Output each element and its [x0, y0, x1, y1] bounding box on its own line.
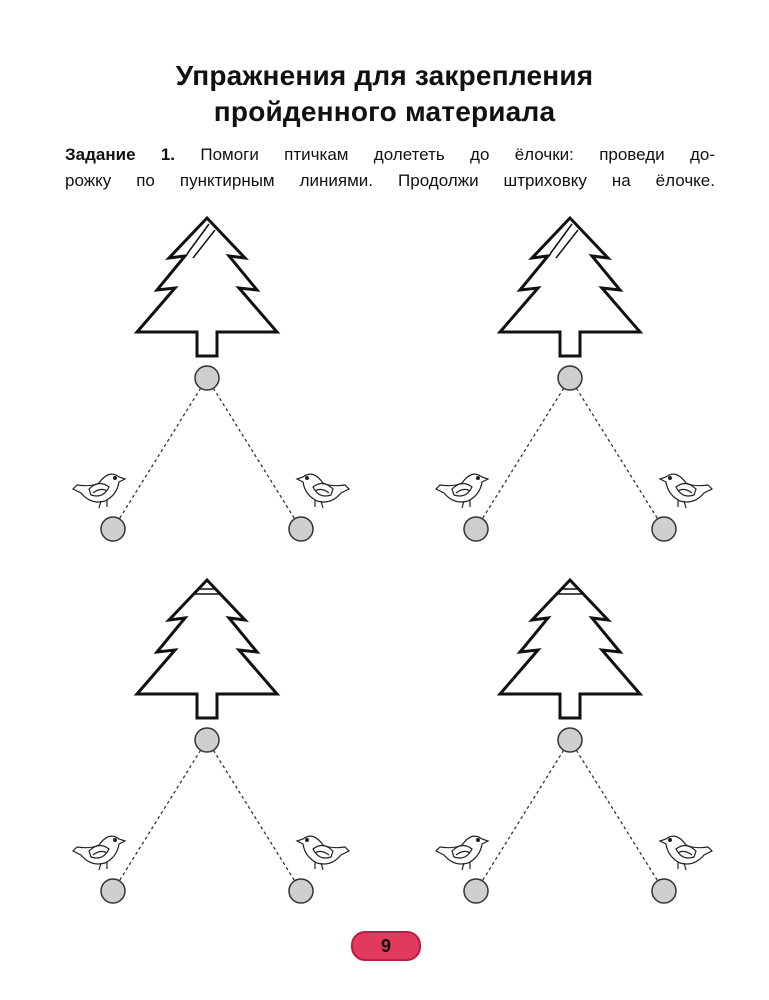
- task-label: Задание 1.: [65, 145, 176, 164]
- path-node: [652, 517, 676, 541]
- page-number: 9: [380, 935, 391, 956]
- bird-icon: [660, 836, 712, 870]
- bird-icon: [73, 474, 125, 508]
- bird-icon: [297, 474, 349, 508]
- path-node: [289, 879, 313, 903]
- path-node: [652, 879, 676, 903]
- path-node: [195, 366, 219, 390]
- tree-icon: [137, 218, 277, 356]
- dotted-path-left[interactable]: [476, 740, 570, 891]
- path-node: [464, 879, 488, 903]
- tree-icon: [500, 218, 640, 356]
- path-node: [558, 728, 582, 752]
- path-node: [195, 728, 219, 752]
- exercise-top-left: [73, 218, 349, 541]
- path-node: [289, 517, 313, 541]
- task-line-1-text: Помоги птичкам долететь до ёлочки: проведи до-: [200, 145, 715, 164]
- path-node: [464, 517, 488, 541]
- path-node: [558, 366, 582, 390]
- title-line-2: пройденного материала: [213, 96, 556, 127]
- exercise-bottom-right: [436, 580, 712, 903]
- page-number-badge: [351, 931, 421, 961]
- tree-icon: [500, 580, 640, 718]
- dotted-path-left[interactable]: [113, 378, 207, 529]
- exercise-top-right: [436, 218, 712, 541]
- bird-icon: [297, 836, 349, 870]
- task-line-2: рожку по пунктирным линиями. Продолжи штриховку на ёлочке.: [65, 171, 715, 190]
- exercise-bottom-left: [73, 580, 349, 903]
- bird-icon: [436, 474, 488, 508]
- bird-icon: [660, 474, 712, 508]
- dotted-path-left[interactable]: [476, 378, 570, 529]
- bird-icon: [436, 836, 488, 870]
- bird-icon: [73, 836, 125, 870]
- path-node: [101, 517, 125, 541]
- dotted-path-left[interactable]: [113, 740, 207, 891]
- path-node: [101, 879, 125, 903]
- dotted-path-right[interactable]: [570, 378, 664, 529]
- tree-icon: [137, 580, 277, 718]
- dotted-path-right[interactable]: [207, 378, 301, 529]
- title-line-1: Упражнения для закрепления: [175, 60, 594, 91]
- dotted-path-right[interactable]: [207, 740, 301, 891]
- dotted-path-right[interactable]: [570, 740, 664, 891]
